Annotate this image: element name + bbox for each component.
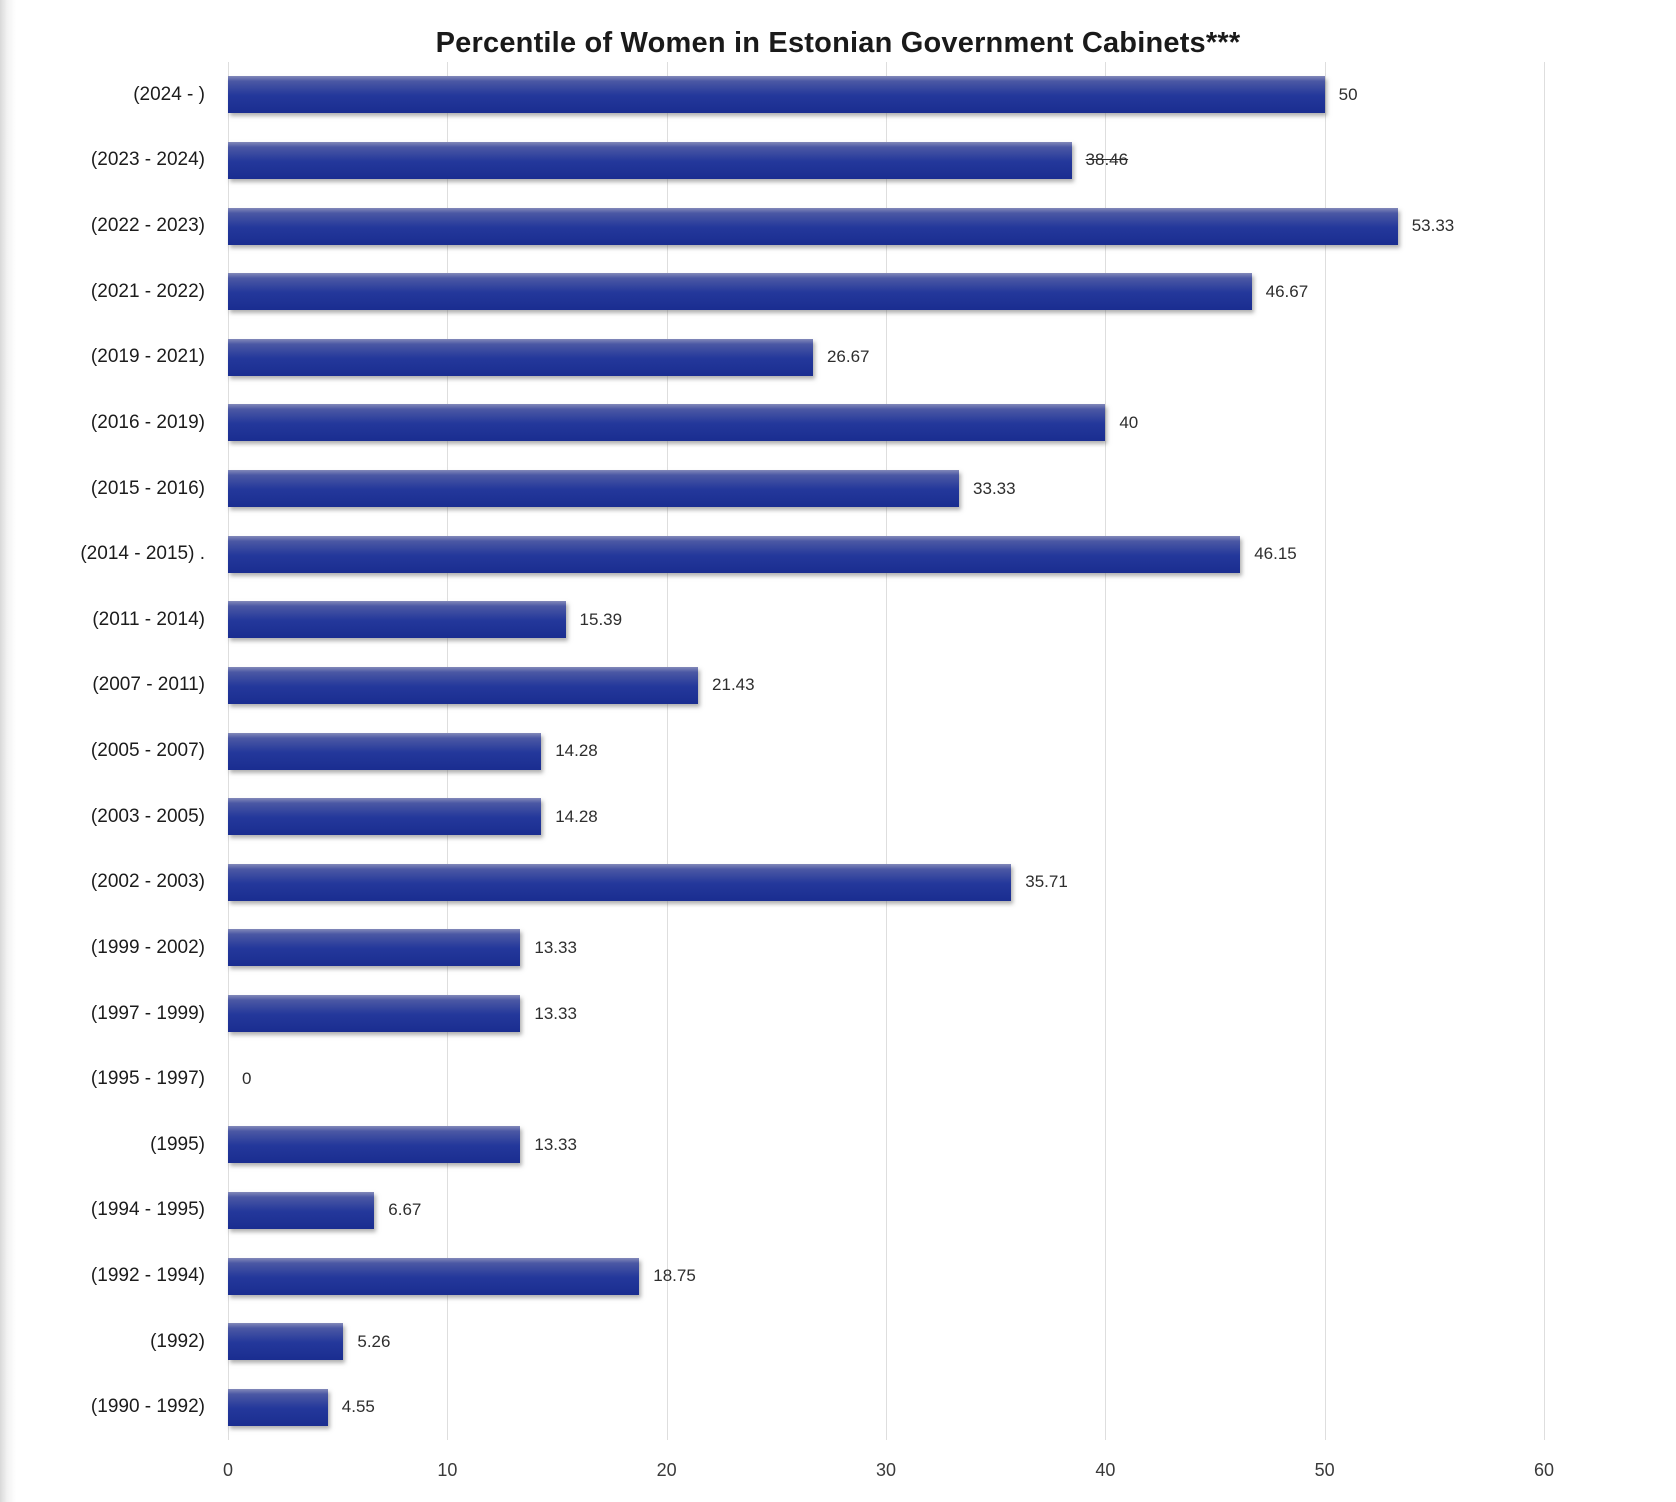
bar (228, 601, 566, 638)
bar (228, 667, 698, 704)
x-tick-label: 10 (437, 1460, 458, 1480)
bar-row (0, 128, 1676, 194)
bar-row (0, 587, 1676, 653)
value-label: 15.39 (579, 609, 623, 629)
bar-track (228, 339, 1544, 376)
value-label: 4.55 (341, 1397, 375, 1417)
category-label: (1992 - 1994) (90, 1265, 205, 1287)
bar (228, 864, 1011, 901)
bar (228, 1389, 328, 1426)
bar-track (228, 995, 1544, 1032)
category-label: (2023 - 2024) (90, 149, 205, 171)
bar (228, 470, 959, 507)
bar-track (228, 208, 1544, 245)
bar-chart (0, 62, 1676, 1480)
bar-track (228, 929, 1544, 966)
bar-row (0, 390, 1676, 456)
value-label: 33.33 (973, 478, 1016, 498)
bar-row (0, 325, 1676, 391)
value-label: 13.33 (534, 1003, 577, 1023)
category-label: (2007 - 2011) (92, 674, 205, 696)
bar-row (0, 1375, 1676, 1441)
category-label: (2003 - 2005) (90, 805, 205, 827)
value-label: 0 (242, 1069, 252, 1089)
bar-track (228, 864, 1544, 901)
category-label: (1990 - 1992) (90, 1396, 205, 1418)
x-tick-label: 0 (222, 1460, 234, 1480)
category-label: (1992) (150, 1330, 205, 1352)
bar-row (0, 456, 1676, 522)
bar-row (0, 653, 1676, 719)
value-label: 18.75 (653, 1266, 696, 1286)
bar-row (0, 62, 1676, 128)
bar-track (228, 470, 1544, 507)
value-label: 14.28 (555, 741, 598, 761)
bar-track (228, 1126, 1544, 1163)
bar-row (0, 1112, 1676, 1178)
bar-track (228, 76, 1544, 113)
category-label: (2011 - 2014) (92, 608, 205, 630)
category-label: (2005 - 2007) (90, 740, 205, 762)
bar-row (0, 850, 1676, 916)
x-tick-label: 40 (1095, 1460, 1116, 1480)
bar (228, 273, 1252, 310)
category-label: (1999 - 2002) (90, 936, 205, 958)
bar (228, 798, 541, 835)
chart-title: Percentile of Women in Estonian Government Cabinets*** (435, 27, 1241, 60)
x-tick-label: 30 (875, 1460, 897, 1480)
bar-track (228, 1258, 1544, 1295)
bar-track (228, 404, 1544, 441)
category-label: (2021 - 2022) (90, 280, 205, 302)
x-tick-label: 20 (656, 1460, 677, 1480)
bar-track (228, 733, 1544, 770)
bar-row (0, 1243, 1676, 1309)
bar-track (228, 1323, 1544, 1360)
x-tick-label: 60 (1533, 1460, 1555, 1480)
bar-track (228, 601, 1544, 638)
bar (228, 995, 520, 1032)
bar (228, 1323, 343, 1360)
bar (228, 1192, 374, 1229)
bar (228, 339, 813, 376)
value-label: 6.67 (388, 1200, 422, 1220)
x-tick-label: 50 (1314, 1460, 1335, 1480)
bar-row (0, 718, 1676, 784)
bar (228, 404, 1105, 441)
value-label: 13.33 (534, 937, 577, 957)
bar-row (0, 521, 1676, 587)
bar-row (0, 1046, 1676, 1112)
bar-track (228, 798, 1544, 835)
value-label: 26.67 (826, 347, 870, 367)
bar-row (0, 784, 1676, 850)
bar-track (228, 536, 1544, 573)
category-label: (2016 - 2019) (90, 411, 205, 433)
value-label: 21.43 (712, 675, 755, 695)
category-label: (1995 - 1997) (90, 1068, 205, 1090)
category-label: (2015 - 2016) (90, 477, 205, 499)
value-label: 46.15 (1254, 544, 1297, 564)
bar-track (228, 1192, 1544, 1229)
category-label: (2014 - 2015) . (80, 543, 205, 565)
bar-track (228, 1061, 1544, 1098)
bar (228, 536, 1240, 573)
value-label: 13.33 (534, 1134, 577, 1154)
category-label: (1995) (150, 1133, 205, 1155)
value-label: 35.71 (1025, 872, 1068, 892)
bar-rows (0, 62, 1676, 1440)
category-label: (2024 - ) (133, 83, 205, 105)
bar (228, 733, 541, 770)
bar-row (0, 193, 1676, 259)
category-label: (2019 - 2021) (90, 346, 205, 368)
bar-row (0, 259, 1676, 325)
value-label: 50 (1338, 84, 1358, 104)
x-axis (222, 1454, 1555, 1488)
value-label: 38.46 (1085, 150, 1129, 170)
bar (228, 76, 1325, 113)
bar (228, 1258, 639, 1295)
bar-track (228, 273, 1544, 310)
bar (228, 929, 520, 966)
bar (228, 208, 1398, 245)
category-label: (2002 - 2003) (90, 871, 205, 893)
bar-track (228, 142, 1544, 179)
category-label: (1997 - 1999) (90, 1002, 205, 1024)
value-label: 14.28 (555, 806, 598, 826)
bar-row (0, 915, 1676, 981)
bar (228, 142, 1072, 179)
bar-row (0, 981, 1676, 1047)
bar-row (0, 1178, 1676, 1244)
category-label: (2022 - 2023) (90, 215, 205, 237)
bar (228, 1126, 520, 1163)
value-label: 53.33 (1411, 216, 1455, 236)
category-label: (1994 - 1995) (90, 1199, 205, 1221)
value-label: 5.26 (357, 1331, 391, 1351)
bar-row (0, 1309, 1676, 1375)
value-label: 40 (1119, 412, 1139, 432)
bar-track (228, 1389, 1544, 1426)
bar-track (228, 667, 1544, 704)
value-label: 46.67 (1265, 281, 1309, 301)
